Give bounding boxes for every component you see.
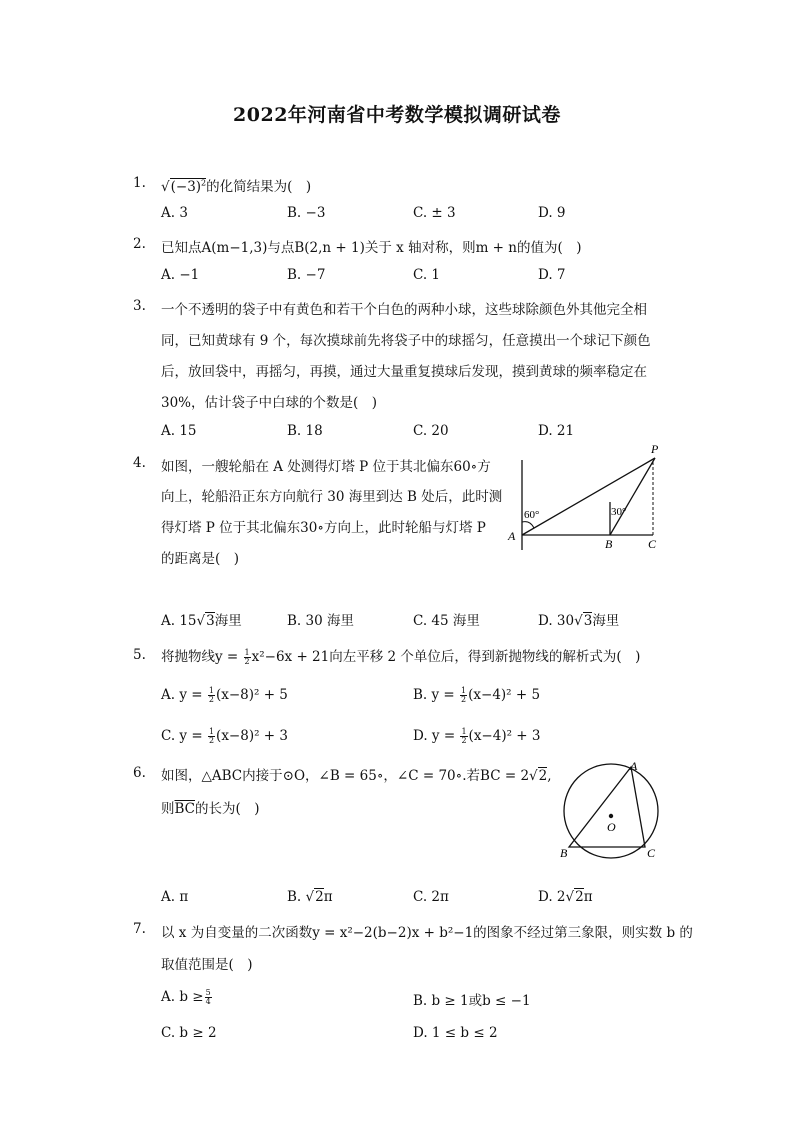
option-b: B. y = $\frac{1}{2}$ (x−4)² + 5 <box>413 686 541 704</box>
line-ap <box>522 458 655 535</box>
question-text-line: 取值范围是( ) <box>161 957 253 973</box>
question-text-line: 一个不透明的袋子中有黄色和若干个白色的两种小球，这些球除颜色外其他完全相 <box>161 302 647 318</box>
option-d: D. y = $\frac{1}{2}$ (x−4)² + 3 <box>413 727 541 745</box>
circle-figure <box>555 755 670 865</box>
question-number: 6. <box>133 765 146 781</box>
question-text-line: 30%，估计袋子中白球的个数是( ) <box>161 395 378 411</box>
question-number: 7. <box>133 921 146 937</box>
option-a: A. y = $\frac{1}{2}$ (x−8)² + 5 <box>161 686 288 704</box>
question-text-line: 如图，一艘轮船在 A 处测得灯塔 P 位于其北偏东60∘方 <box>161 459 491 475</box>
label-p: P <box>651 442 659 456</box>
option-c: C. 20 <box>413 423 449 439</box>
question-stem: $√(-3)^2$的化简结果为( ) <box>161 178 312 195</box>
option-b: B. 30 海里 <box>287 613 354 629</box>
question-stem: 将抛物线y = $\frac{1}{2}$ x²−6x + 21向左平移 2 个单位后，得到新抛物线的解析式为( ) <box>161 648 641 666</box>
option-c: C. ± 3 <box>413 205 456 221</box>
question-text-line: 同，已知黄球有 9 个，每次摸球前先将袋子中的球摇匀，任意摸出一个球记下颜色 <box>161 333 651 349</box>
question-text-line: 以 x 为自变量的二次函数y = x²−2(b−2)x + b²−1的图象不经过第三象限，则实数 b 的 <box>161 925 693 941</box>
label-a: A <box>508 529 516 543</box>
option-c: C. 45 海里 <box>413 613 480 629</box>
option-b: B. √2π <box>287 889 333 905</box>
label-30deg: 30° <box>611 506 627 518</box>
question-stem: 已知点A(m−1,3)与点B(2,n + 1)关于 x 轴对称，则m + n的值为( ) <box>161 240 582 256</box>
triangle-abc <box>569 767 645 847</box>
label-c: C <box>648 537 657 551</box>
option-a: A. 15 <box>161 423 197 439</box>
option-d: D. 21 <box>538 423 575 439</box>
option-d: D. 9 <box>538 205 566 221</box>
question-text-line: 得灯塔 P 位于其北偏东30∘方向上，此时轮船与灯塔 P <box>161 520 486 536</box>
page-title: 2022年河南省中考数学模拟调研试卷 <box>233 104 561 126</box>
option-a: A. 3 <box>161 205 188 221</box>
option-b: B. 18 <box>287 423 323 439</box>
question-text-line: 后，放回袋中，再摇匀，再摸，通过大量重复摸球后发现，摸到黄球的频率稳定在 <box>161 364 647 380</box>
option-d: D. 7 <box>538 267 566 283</box>
question-number: 4. <box>133 455 146 471</box>
center-point <box>609 814 613 818</box>
option-a: A. −1 <box>161 267 200 283</box>
label-60deg: 60° <box>524 509 540 521</box>
question-text-line: 的距离是( ) <box>161 551 240 567</box>
option-c: C. 2π <box>413 889 449 905</box>
question-text-line: 向上，轮船沿正东方向航行 30 海里到达 B 处后，此时测 <box>161 489 503 505</box>
question-number: 2. <box>133 236 146 252</box>
question-text-line: 如图，△ABC内接于⊙O，∠B = 65∘，∠C = 70∘.若BC = 2√2, <box>161 768 552 784</box>
question-number: 5. <box>133 647 146 663</box>
option-d: D. 2√2π <box>538 889 593 905</box>
question-number: 1. <box>133 175 146 191</box>
option-b: B. −7 <box>287 267 326 283</box>
question-text-line: 则$\overline{BC}$的长为( ) <box>161 801 260 817</box>
option-c: C. b ≥ 2 <box>161 1025 217 1041</box>
option-b: B. −3 <box>287 205 326 221</box>
lighthouse-figure <box>500 440 670 555</box>
question-number: 3. <box>133 298 146 314</box>
option-c: C. y = $\frac{1}{2}$ (x−8)² + 3 <box>161 727 288 745</box>
option-a: A. π <box>161 889 189 905</box>
label-b: B <box>560 846 568 860</box>
label-o: O <box>607 820 616 834</box>
label-a: A <box>630 759 638 773</box>
label-b: B <box>605 537 613 551</box>
option-a: A. b ≥ $\frac{5}{4}$ <box>161 988 211 1006</box>
line-bp <box>610 458 655 535</box>
option-c: C. 1 <box>413 267 441 283</box>
option-a: A. 15√3海里 <box>161 613 242 629</box>
option-d: D. 1 ≤ b ≤ 2 <box>413 1025 498 1041</box>
angle-arc-a <box>522 522 534 528</box>
option-b: B. b ≥ 1或b ≤ −1 <box>413 993 531 1009</box>
option-d: D. 30√3海里 <box>538 613 620 629</box>
label-c: C <box>647 846 656 860</box>
